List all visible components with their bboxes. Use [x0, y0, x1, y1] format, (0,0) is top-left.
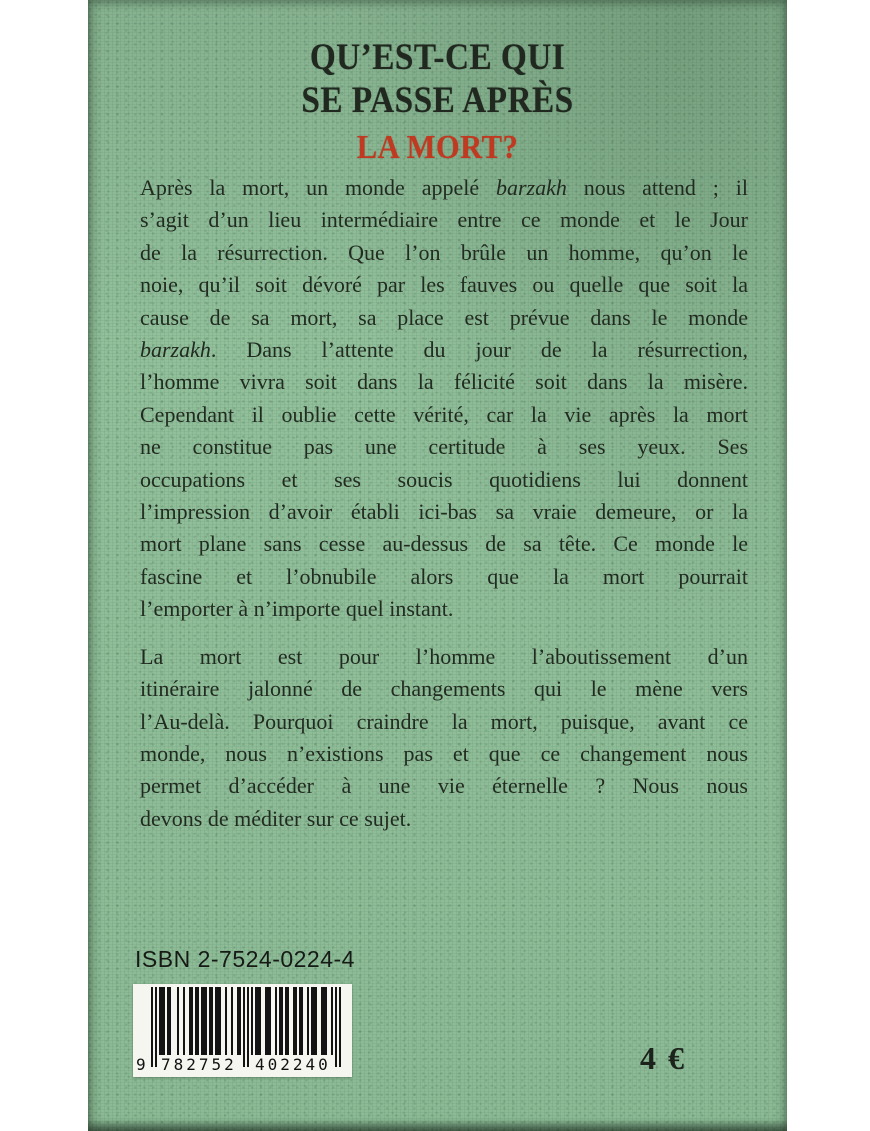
text-line: l’impression d’avoir établi ici-bas sa vraie demeure, or la: [140, 499, 748, 525]
paragraph-1: [140, 172, 748, 626]
text-line: noie, qu’il soit dévoré par les fauves ou quelle que soit la: [140, 272, 748, 298]
title-block: [88, 36, 787, 169]
barcode: [133, 984, 352, 1077]
barcode-digits-left: 782752: [161, 1055, 237, 1074]
text-line: itinéraire jalonné de changements qui le mène vers: [140, 676, 748, 702]
text-line: l’Au-delà. Pourquoi craindre la mort, puisque, avant ce: [140, 708, 748, 734]
text-line: barzakh. Dans l’attente du jour de la résurrection,: [140, 337, 748, 363]
book-back-cover: [88, 0, 787, 1131]
title-line-1: QU’EST-CE QUI: [309, 37, 566, 78]
barcode-digit-first: 9: [136, 1055, 146, 1074]
barcode-number: [133, 1055, 352, 1075]
text-line: s’agit d’un lieu intermédiaire entre ce monde et le Jour: [140, 207, 748, 233]
paragraph-2: [140, 641, 748, 835]
text-line: mort plane sans cesse au-dessus de sa tête. Ce monde le: [140, 531, 748, 557]
text-line: ne constitue pas une certitude à ses yeux. Ses: [140, 434, 748, 460]
isbn-label: ISBN 2-7524-0224-4: [135, 946, 355, 972]
text-line: l’homme vivra soit dans la félicité soit dans la misère.: [140, 369, 748, 395]
barcode-digits-right: 402240: [255, 1055, 331, 1074]
title-line-3: LA MORT?: [356, 129, 519, 166]
text-line: fascine et l’obnubile alors que la mort pourrait: [140, 563, 748, 589]
text-line: Après la mort, un monde appelé barzakh nous attend ; il: [140, 175, 748, 200]
text-line: cause de sa mort, sa place est prévue dans le monde: [140, 304, 748, 330]
price-label: 4 €: [640, 1040, 686, 1076]
text-line: Cependant il oublie cette vérité, car la vie après la mort: [140, 401, 748, 427]
text-line: devons de méditer sur ce sujet.: [140, 805, 412, 831]
text-line: occupations et ses soucis quotidiens lui donnent: [140, 466, 748, 492]
text-line: permet d’accéder à une vie éternelle ? Nous nous: [140, 773, 748, 799]
text-line: l’emporter à n’importe quel instant.: [140, 596, 454, 622]
text-line: monde, nous n’existions pas et que ce changement nous: [140, 740, 748, 766]
text-line: La mort est pour l’homme l’aboutissement d’un: [140, 643, 748, 669]
synopsis-text: [140, 172, 748, 835]
title-line-2: SE PASSE APRÈS: [301, 80, 574, 121]
text-line: de la résurrection. Que l’on brûle un homme, qu’on le: [140, 239, 748, 265]
